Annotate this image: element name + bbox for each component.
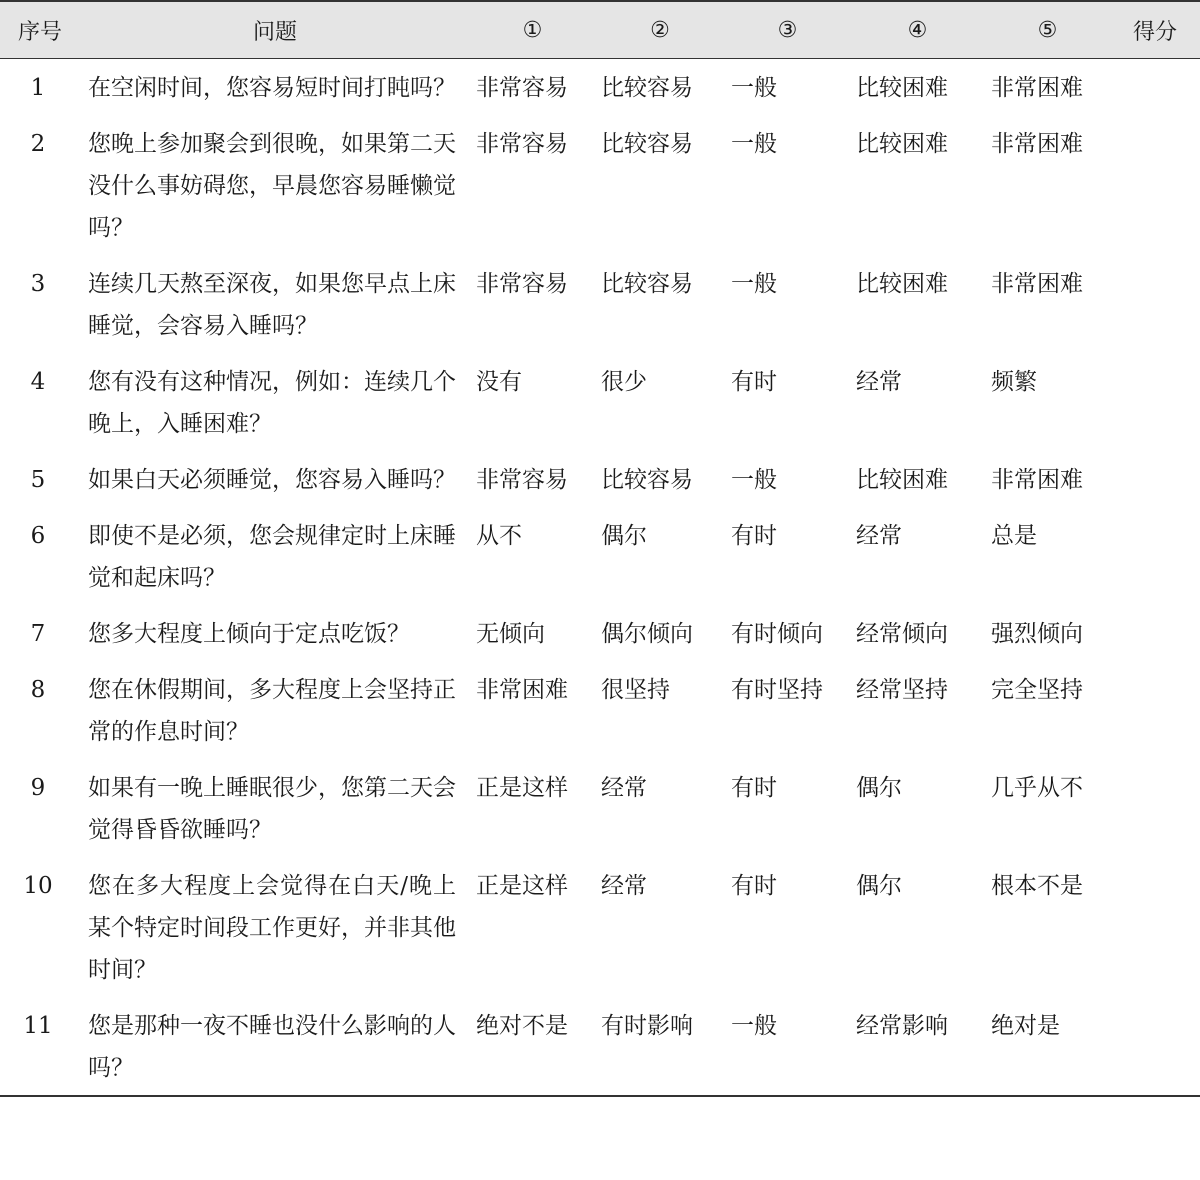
row-question: 如果有一晚上睡眠很少，您第二天会觉得昏昏欲睡吗？ — [88, 775, 456, 843]
row-option-4: 偶尔 — [856, 775, 902, 801]
table-header — [0, 1, 1200, 59]
row-question: 您在休假期间，多大程度上会坚持正常的作息时间？ — [88, 677, 456, 745]
row-option-3: 有时 — [731, 873, 777, 899]
row-option-4: 经常倾向 — [856, 621, 948, 647]
header-option-1: ① — [470, 1, 595, 59]
table-row — [0, 857, 1200, 997]
row-option-2: 很坚持 — [601, 677, 670, 703]
row-score — [1110, 353, 1200, 451]
row-score — [1110, 759, 1200, 857]
row-score — [1110, 997, 1200, 1096]
row-option-2: 很少 — [601, 369, 647, 395]
row-index: 11 — [0, 997, 80, 1096]
row-option-5: 频繁 — [991, 369, 1037, 395]
row-index: 5 — [30, 467, 46, 493]
row-question: 在空闲时间，您容易短时间打盹吗？ — [88, 75, 456, 101]
row-option-5: 完全坚持 — [991, 677, 1083, 703]
row-index: 6 — [30, 523, 46, 549]
row-option-4: 经常坚持 — [856, 677, 948, 703]
row-option-2: 比较容易 — [601, 271, 693, 297]
table-row — [0, 605, 1200, 661]
row-option-5: 非常困难 — [991, 271, 1083, 297]
row-option-5: 非常困难 — [991, 467, 1083, 493]
row-option-2: 经常 — [601, 873, 647, 899]
header-row — [0, 1, 1200, 59]
row-index: 10 — [23, 873, 53, 899]
table-row — [0, 59, 1200, 116]
row-option-1: 非常容易 — [476, 75, 568, 101]
header-index: 序号 — [0, 1, 80, 59]
row-question: 连续几天熬至深夜，如果您早点上床睡觉，会容易入睡吗？ — [88, 271, 456, 339]
row-option-5: 绝对是 — [985, 997, 1110, 1096]
row-option-2: 有时影响 — [595, 997, 725, 1096]
row-option-1: 非常容易 — [476, 467, 568, 493]
row-option-3: 一般 — [731, 467, 777, 493]
table-row — [0, 451, 1200, 507]
row-option-3: 有时倾向 — [731, 621, 823, 647]
row-index: 7 — [30, 621, 46, 647]
table-row — [0, 661, 1200, 759]
row-question: 您多大程度上倾向于定点吃饭？ — [88, 621, 410, 647]
row-option-4: 比较困难 — [856, 75, 948, 101]
row-score — [1110, 507, 1200, 605]
row-option-1: 正是这样 — [476, 873, 568, 899]
row-score — [1110, 59, 1200, 116]
table-row — [0, 507, 1200, 605]
row-option-1: 没有 — [476, 369, 522, 395]
row-question: 您有没有这种情况，例如：连续几个晚上，入睡困难？ — [88, 369, 456, 437]
header-option-3: ③ — [725, 1, 850, 59]
row-option-2: 偶尔 — [601, 523, 647, 549]
table-row — [0, 353, 1200, 451]
row-option-2: 比较容易 — [601, 131, 693, 157]
row-option-3: 有时坚持 — [731, 677, 823, 703]
row-option-1: 非常容易 — [476, 131, 568, 157]
table-row — [0, 115, 1200, 255]
row-option-2: 偶尔倾向 — [601, 621, 693, 647]
row-option-3: 一般 — [731, 271, 777, 297]
row-option-2: 经常 — [601, 775, 647, 801]
row-option-3: 有时 — [731, 523, 777, 549]
row-index: 1 — [30, 75, 46, 101]
row-option-2: 比较容易 — [601, 467, 693, 493]
row-option-5: 非常困难 — [991, 131, 1083, 157]
row-score — [1110, 661, 1200, 759]
row-option-5: 强烈倾向 — [991, 621, 1083, 647]
row-option-4: 经常影响 — [850, 997, 985, 1096]
row-option-1: 从不 — [476, 523, 522, 549]
row-option-5: 根本不是 — [991, 873, 1083, 899]
row-option-1: 绝对不是 — [470, 997, 595, 1096]
row-option-1: 正是这样 — [476, 775, 568, 801]
row-option-3: 有时 — [731, 775, 777, 801]
row-question: 如果白天必须睡觉，您容易入睡吗？ — [88, 467, 456, 493]
row-option-5: 总是 — [991, 523, 1037, 549]
row-score — [1110, 857, 1200, 997]
header-question: 问题 — [80, 1, 470, 59]
table-row — [0, 997, 1200, 1096]
row-score — [1110, 451, 1200, 507]
row-index: 3 — [30, 271, 46, 297]
row-option-4: 比较困难 — [856, 131, 948, 157]
row-index: 4 — [30, 369, 46, 395]
row-option-3: 有时 — [731, 369, 777, 395]
row-index: 2 — [30, 131, 46, 157]
row-score — [1110, 255, 1200, 353]
header-score: 得分 — [1110, 1, 1200, 59]
row-option-3: 一般 — [725, 997, 850, 1096]
row-index: 9 — [30, 775, 46, 801]
row-option-4: 偶尔 — [856, 873, 902, 899]
row-score — [1110, 115, 1200, 255]
row-question: 您是那种一夜不睡也没什么影响的人吗？ — [80, 997, 470, 1096]
table-row — [0, 759, 1200, 857]
row-option-5: 非常困难 — [991, 75, 1083, 101]
row-score — [1110, 605, 1200, 661]
row-option-4: 比较困难 — [856, 467, 948, 493]
row-option-2: 比较容易 — [601, 75, 693, 101]
row-option-5: 几乎从不 — [991, 775, 1083, 801]
header-option-5: ⑤ — [985, 1, 1110, 59]
row-question: 您在多大程度上会觉得在白天/晚上某个特定时间段工作更好，并非其他时间？ — [88, 873, 456, 983]
row-option-1: 无倾向 — [476, 621, 545, 647]
row-option-3: 一般 — [731, 131, 777, 157]
row-index: 8 — [30, 677, 46, 703]
table-body — [0, 59, 1200, 1097]
row-option-1: 非常容易 — [476, 271, 568, 297]
row-question: 即使不是必须，您会规律定时上床睡觉和起床吗？ — [88, 523, 456, 591]
header-option-2: ② — [595, 1, 725, 59]
row-question: 您晚上参加聚会到很晚，如果第二天没什么事妨碍您，早晨您容易睡懒觉吗？ — [88, 131, 456, 241]
row-option-4: 经常 — [856, 369, 902, 395]
row-option-1: 非常困难 — [476, 677, 568, 703]
row-option-4: 比较困难 — [856, 271, 948, 297]
header-option-4: ④ — [850, 1, 985, 59]
table-row — [0, 255, 1200, 353]
row-option-3: 一般 — [731, 75, 777, 101]
row-option-4: 经常 — [856, 523, 902, 549]
